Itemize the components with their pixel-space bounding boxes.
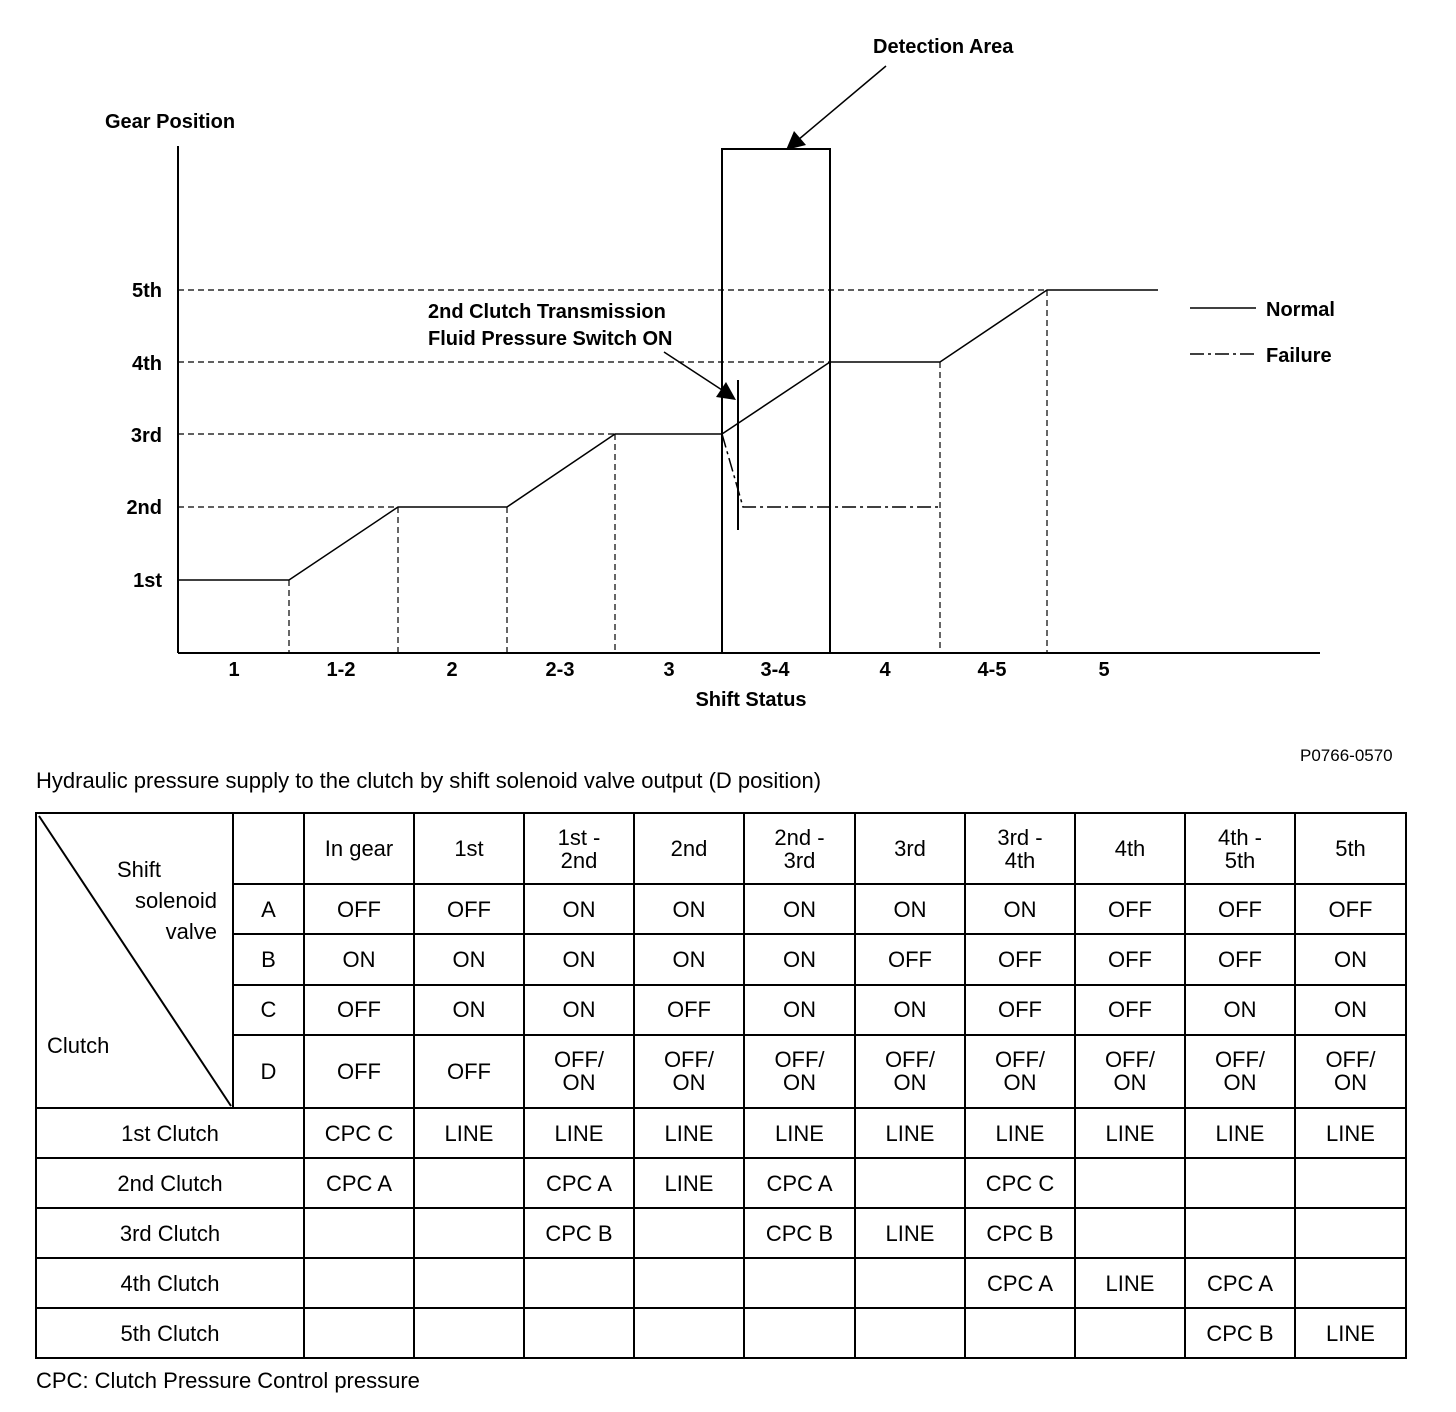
clutch-pressure-cell: CPC A (744, 1158, 855, 1208)
clutch-pressure-cell: CPC A (524, 1158, 634, 1208)
clutch-pressure-cell: LINE (634, 1108, 744, 1158)
column-header: 4th (1075, 813, 1185, 884)
solenoid-state-cell: ON (744, 884, 855, 934)
detection-arrowhead (786, 131, 806, 150)
detection-area-label: Detection Area (873, 36, 1014, 58)
column-header: 4th - 5th (1185, 813, 1295, 884)
clutch-name: 5th Clutch (36, 1308, 304, 1358)
solenoid-state-cell: OFF/ ON (744, 1035, 855, 1108)
clutch-pressure-cell (1075, 1158, 1185, 1208)
solenoid-state-cell: OFF (1075, 985, 1185, 1035)
clutch-name: 4th Clutch (36, 1258, 304, 1308)
clutch-pressure-cell (414, 1308, 524, 1358)
shift-state-label: 2-3 (545, 659, 575, 681)
table-caption: Hydraulic pressure supply to the clutch by shift solenoid valve output (D position) (36, 768, 822, 793)
clutch-pressure-cell: CPC B (965, 1208, 1075, 1258)
shift-state-label: 2 (446, 659, 458, 681)
solenoid-state-cell: ON (744, 985, 855, 1035)
solenoid-state-cell: OFF (304, 884, 414, 934)
clutch-pressure-cell (634, 1308, 744, 1358)
switch-arrowhead (716, 382, 736, 400)
clutch-row (36, 1108, 1406, 1158)
solenoid-state-cell: ON (1295, 985, 1406, 1035)
corner-shift-label (117, 854, 217, 947)
solenoid-state-cell: OFF (304, 985, 414, 1035)
clutch-name: 2nd Clutch (36, 1158, 304, 1208)
column-header: 2nd - 3rd (744, 813, 855, 884)
clutch-pressure-cell (1185, 1208, 1295, 1258)
clutch-pressure-cell (524, 1258, 634, 1308)
clutch-pressure-cell (524, 1308, 634, 1358)
shift-state-label: 4-5 (977, 659, 1007, 681)
clutch-pressure-cell (304, 1208, 414, 1258)
clutch-pressure-cell: LINE (744, 1108, 855, 1158)
clutch-row (36, 1308, 1406, 1358)
clutch-pressure-cell (855, 1258, 965, 1308)
clutch-pressure-cell (1295, 1158, 1406, 1208)
solenoid-state-cell: ON (524, 934, 634, 984)
corner-clutch-label: Clutch (47, 1033, 110, 1058)
clutch-pressure-cell (744, 1308, 855, 1358)
solenoid-name: B (233, 934, 304, 984)
clutch-pressure-cell (855, 1308, 965, 1358)
clutch-pressure-cell (1075, 1308, 1185, 1358)
clutch-pressure-cell: CPC C (965, 1158, 1075, 1208)
clutch-pressure-cell (965, 1308, 1075, 1358)
solenoid-state-cell: ON (414, 985, 524, 1035)
gear-label: 5th (132, 280, 162, 302)
clutch-pressure-cell: CPC B (524, 1208, 634, 1258)
clutch-pressure-cell (414, 1208, 524, 1258)
clutch-pressure-cell (414, 1158, 524, 1208)
solenoid-state-cell: ON (634, 884, 744, 934)
clutch-pressure-cell (634, 1258, 744, 1308)
clutch-pressure-cell: CPC B (1185, 1308, 1295, 1358)
clutch-pressure-cell: LINE (855, 1208, 965, 1258)
clutch-pressure-cell: LINE (1295, 1108, 1406, 1158)
solenoid-state-cell: OFF/ ON (1075, 1035, 1185, 1108)
gear-label: 1st (133, 570, 162, 592)
switch-label-line1: 2nd Clutch Transmission (428, 301, 666, 323)
clutch-pressure-cell (304, 1258, 414, 1308)
clutch-pressure-cell: LINE (1075, 1258, 1185, 1308)
solenoid-row (36, 934, 1406, 984)
solenoid-row (36, 985, 1406, 1035)
clutch-row (36, 1208, 1406, 1258)
clutch-pressure-cell: CPC B (744, 1208, 855, 1258)
solenoid-state-cell: OFF/ ON (965, 1035, 1075, 1108)
clutch-pressure-cell (744, 1258, 855, 1308)
clutch-pressure-cell (304, 1308, 414, 1358)
shift-state-label: 4 (879, 659, 891, 681)
column-header: In gear (304, 813, 414, 884)
solenoid-state-cell: OFF/ ON (1295, 1035, 1406, 1108)
solenoid-state-cell: OFF (634, 985, 744, 1035)
solenoid-name: D (233, 1035, 304, 1108)
legend-failure-label: Failure (1266, 345, 1332, 367)
solenoid-state-cell: ON (414, 934, 524, 984)
corner-shift-line3: valve (165, 919, 217, 944)
solenoid-state-cell: ON (965, 884, 1075, 934)
shift-state-label: 3 (663, 659, 675, 681)
clutch-pressure-cell: LINE (414, 1108, 524, 1158)
solenoid-name: C (233, 985, 304, 1035)
solenoid-state-cell: OFF/ ON (634, 1035, 744, 1108)
shift-state-label: 5 (1098, 659, 1110, 681)
switch-arrow (664, 352, 722, 390)
solenoid-state-cell: ON (1295, 934, 1406, 984)
solenoid-state-cell: ON (304, 934, 414, 984)
legend-normal-label: Normal (1266, 299, 1335, 321)
y-axis-title: Gear Position (105, 111, 236, 133)
solenoid-state-cell: ON (855, 985, 965, 1035)
figure-id: P0766-0570 (1300, 746, 1393, 765)
solenoid-clutch-table (35, 812, 1407, 1359)
clutch-pressure-cell (634, 1208, 744, 1258)
clutch-pressure-cell (1295, 1208, 1406, 1258)
table-corner-cell (36, 813, 233, 1108)
solenoid-state-cell: OFF/ ON (1185, 1035, 1295, 1108)
solenoid-state-cell: OFF (304, 1035, 414, 1108)
solenoid-state-cell: OFF (1075, 884, 1185, 934)
shift-state-labels (228, 659, 1109, 681)
solenoid-state-cell: ON (524, 985, 634, 1035)
clutch-pressure-cell: LINE (855, 1108, 965, 1158)
clutch-pressure-cell (1295, 1258, 1406, 1308)
clutch-pressure-cell: CPC A (965, 1258, 1075, 1308)
clutch-pressure-cell: CPC C (304, 1108, 414, 1158)
solenoid-row (36, 1035, 1406, 1108)
clutch-pressure-cell: CPC A (1185, 1258, 1295, 1308)
clutch-pressure-cell: CPC A (304, 1158, 414, 1208)
clutch-pressure-cell: LINE (634, 1158, 744, 1208)
footnote: CPC: Clutch Pressure Control pressure (36, 1368, 420, 1393)
solenoid-state-cell: ON (634, 934, 744, 984)
switch-label-line2: Fluid Pressure Switch ON (428, 328, 673, 350)
solenoid-state-cell: OFF (855, 934, 965, 984)
clutch-row (36, 1158, 1406, 1208)
shift-state-label: 1-2 (326, 659, 356, 681)
clutch-pressure-cell (1075, 1208, 1185, 1258)
clutch-row (36, 1258, 1406, 1308)
column-header: 5th (1295, 813, 1406, 884)
clutch-pressure-cell: LINE (965, 1108, 1075, 1158)
solenoid-state-cell: OFF (1295, 884, 1406, 934)
solenoid-state-cell: ON (744, 934, 855, 984)
detection-arrow (798, 66, 886, 140)
column-header: 1st (414, 813, 524, 884)
clutch-name: 3rd Clutch (36, 1208, 304, 1258)
solenoid-row (36, 884, 1406, 934)
clutch-pressure-cell (855, 1158, 965, 1208)
solenoid-state-cell: ON (524, 884, 634, 934)
solenoid-state-cell: OFF (1185, 934, 1295, 984)
solenoid-state-cell: ON (855, 884, 965, 934)
column-header: 3rd (855, 813, 965, 884)
column-header: 3rd - 4th (965, 813, 1075, 884)
solenoid-state-cell: OFF (965, 934, 1075, 984)
solenoid-state-cell: OFF/ ON (524, 1035, 634, 1108)
shift-state-label: 3-4 (760, 659, 790, 681)
solenoid-state-cell: OFF/ ON (855, 1035, 965, 1108)
clutch-pressure-cell: LINE (1295, 1308, 1406, 1358)
clutch-pressure-cell: LINE (524, 1108, 634, 1158)
gear-label: 3rd (130, 425, 162, 447)
solenoid-state-cell: OFF (965, 985, 1075, 1035)
gear-label: 2nd (126, 497, 162, 519)
gear-label: 4th (132, 353, 162, 375)
solenoid-state-cell: OFF (414, 884, 524, 934)
clutch-pressure-cell: LINE (1185, 1108, 1295, 1158)
x-axis-title: Shift Status (695, 689, 807, 711)
clutch-pressure-cell: LINE (1075, 1108, 1185, 1158)
corner-shift-line1: Shift (117, 857, 162, 882)
clutch-name: 1st Clutch (36, 1108, 304, 1158)
solenoid-state-cell: OFF (1075, 934, 1185, 984)
solenoid-state-cell: OFF (1185, 884, 1295, 934)
empty-header-cell (233, 813, 304, 884)
table-header-row (36, 813, 1406, 884)
shift-state-label: 1 (228, 659, 240, 681)
clutch-pressure-cell (1185, 1158, 1295, 1208)
solenoid-state-cell: OFF (414, 1035, 524, 1108)
corner-shift-line2: solenoid (135, 888, 217, 913)
column-header: 1st - 2nd (524, 813, 634, 884)
solenoid-name: A (233, 884, 304, 934)
gear-tick-labels (126, 280, 162, 592)
clutch-pressure-cell (414, 1258, 524, 1308)
solenoid-state-cell: ON (1185, 985, 1295, 1035)
column-header: 2nd (634, 813, 744, 884)
